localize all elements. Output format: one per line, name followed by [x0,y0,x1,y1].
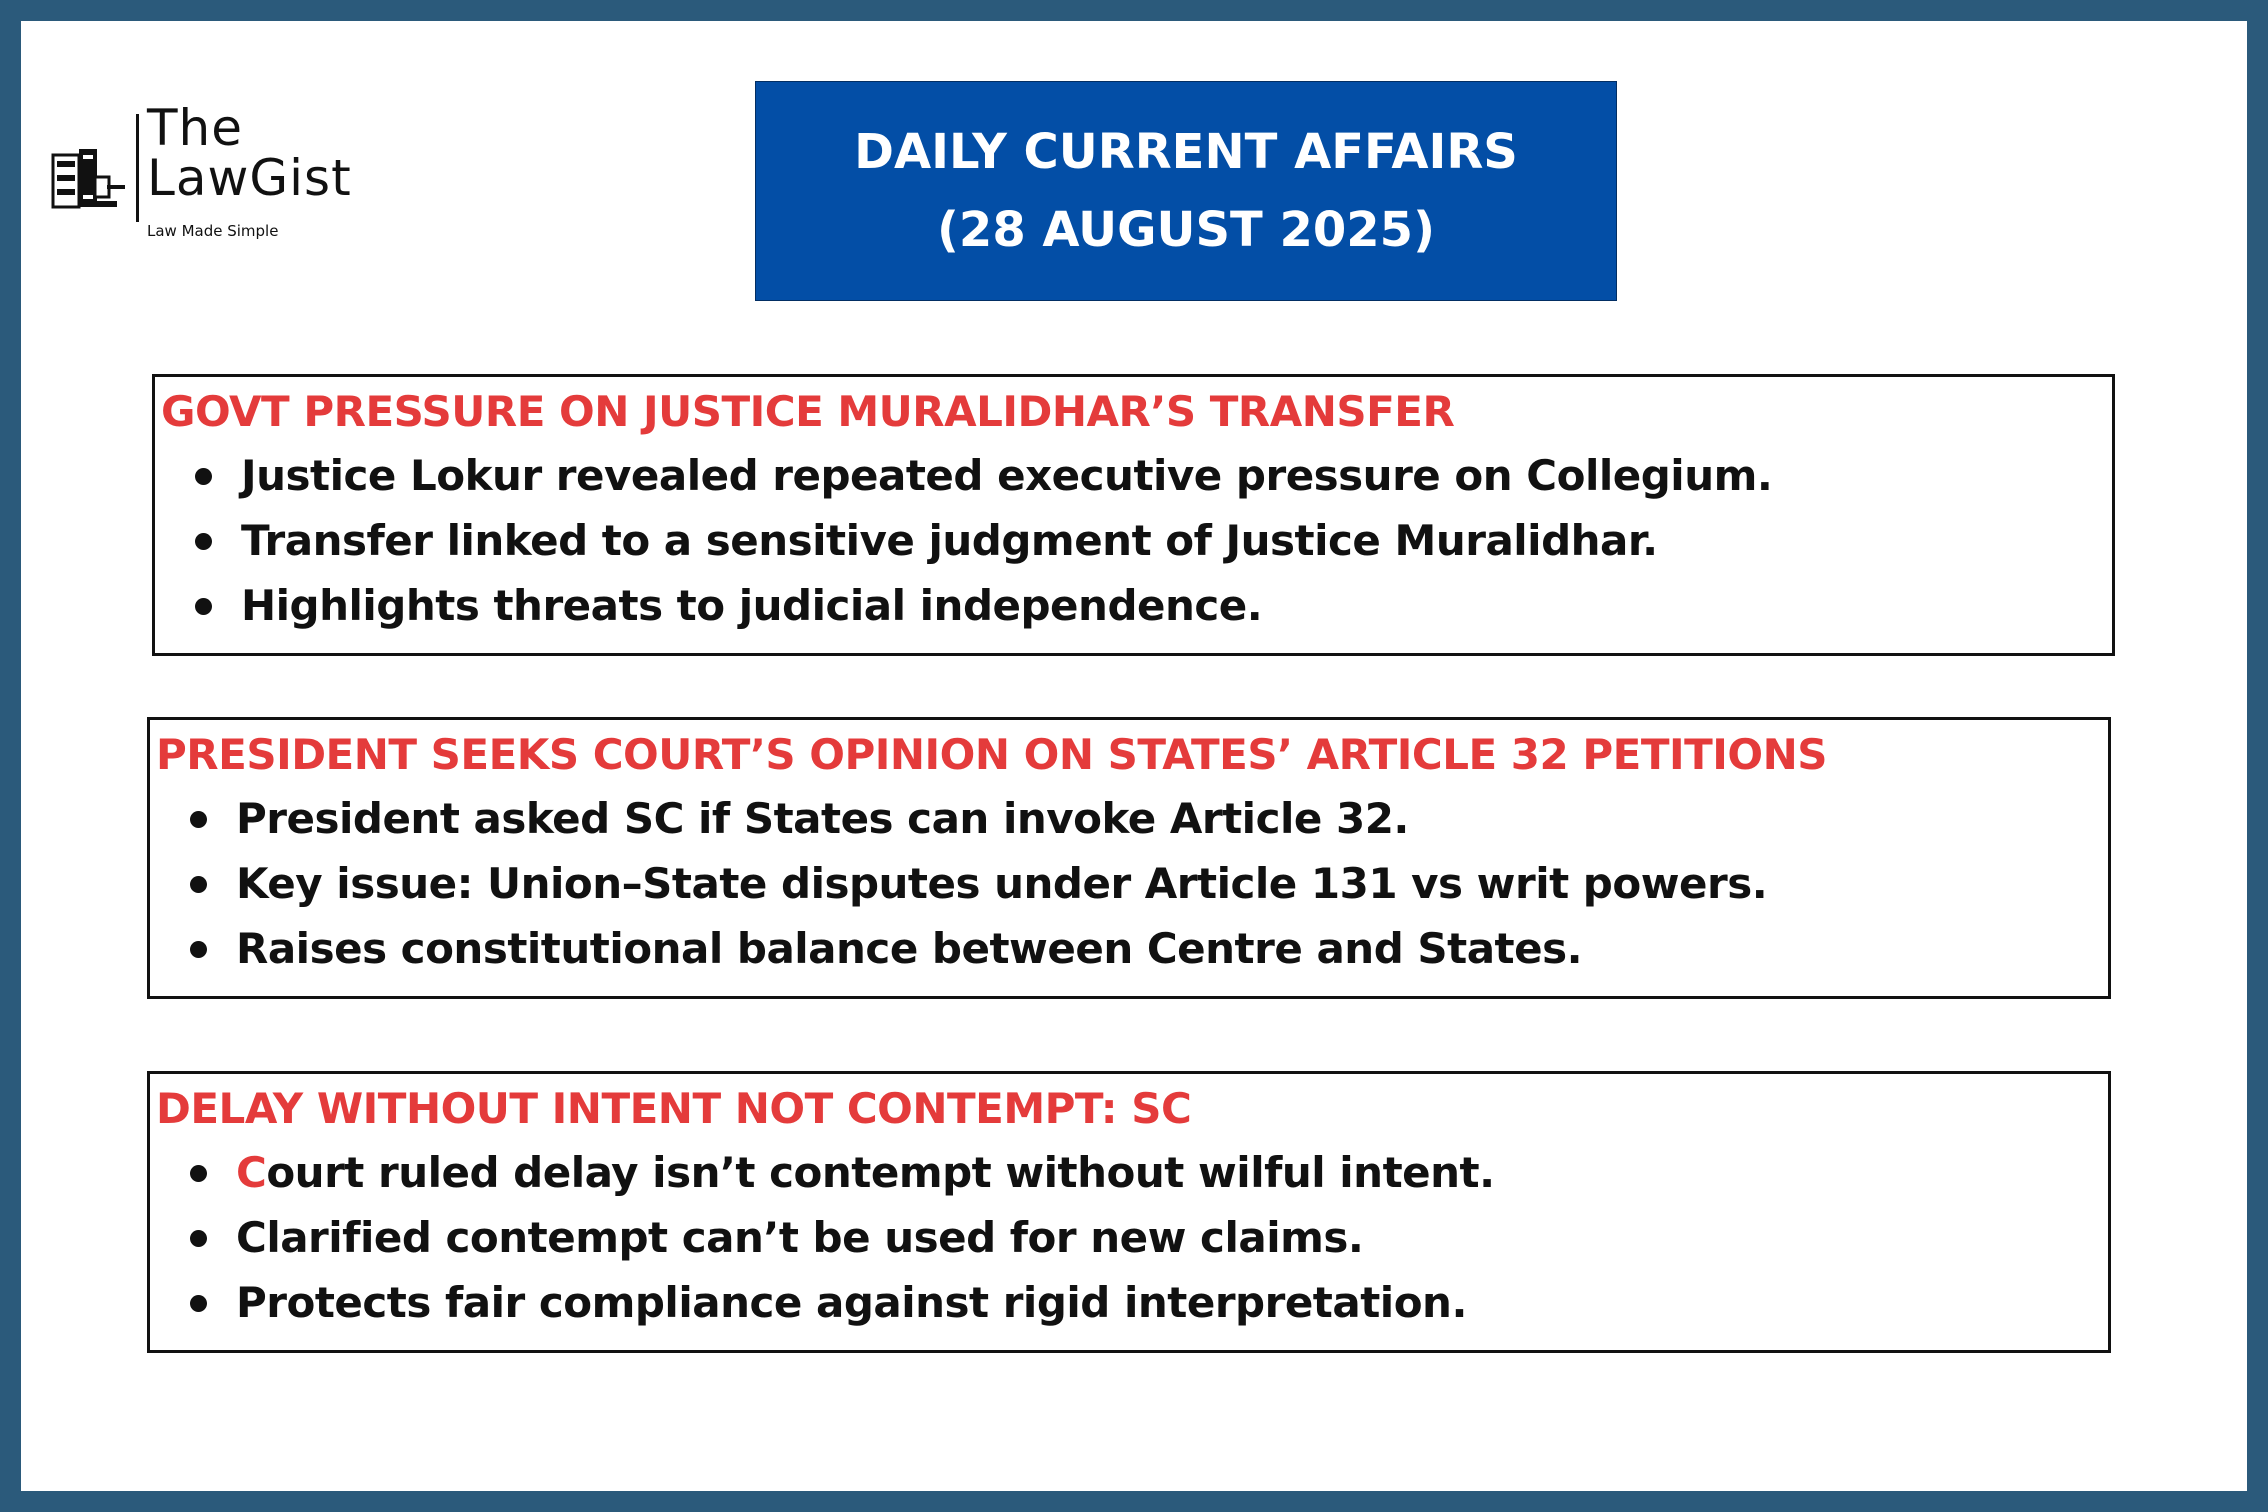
logo-tagline: Law Made Simple [147,222,279,240]
bullet-text: Transfer linked to a sensitive judgment of Justice Muralidhar. [241,516,1658,565]
section-title: DELAY WITHOUT INTENT NOT CONTEMPT: SC [156,1084,1192,1133]
bullet-icon [195,468,212,485]
list-item [190,916,1767,981]
list-item [195,443,1772,508]
news-section-2 [147,717,2111,999]
bullet-text: Protects fair compliance against rigid interpretation. [236,1278,1467,1327]
bullet-text: Key issue: Union–State disputes under Article 131 vs writ powers. [236,859,1768,908]
bullet-icon [190,941,207,958]
list-item [195,508,1772,573]
bullet-text: Raises constitutional balance between Centre and States. [236,924,1583,973]
gavel-book-icon [51,141,127,211]
bullet-text: Justice Lokur revealed repeated executive pressure on Collegium. [241,451,1773,500]
section-title: PRESIDENT SEEKS COURT’S OPINION ON STATES’ ARTICLE 32 PETITIONS [156,730,1827,779]
section-title: GOVT PRESSURE ON JUSTICE MURALIDHAR’S TRANSFER [161,387,1455,436]
bullet-text: ourt ruled delay isn’t contempt without wilful intent. [266,1148,1495,1197]
bullet-text: Highlights threats to judicial independence. [241,581,1263,630]
header-title-line1: DAILY CURRENT AFFAIRS [854,124,1518,180]
news-section-3 [147,1071,2111,1353]
list-item [195,573,1772,638]
bullet-icon [190,1165,207,1182]
list-item [190,1140,1495,1205]
header-title-line2: (28 AUGUST 2025) [936,202,1436,258]
logo-divider [136,114,139,222]
header-title-box [755,81,1617,301]
bullet-text: Clarified contempt can’t be used for new claims. [236,1213,1364,1262]
bullet-list [190,786,1767,981]
bullet-list [195,443,1772,638]
bullet-list [190,1140,1495,1335]
bullet-first-letter: C [236,1148,267,1197]
logo-line2: LawGist [147,149,352,207]
bullet-icon [195,533,212,550]
list-item [190,1270,1495,1335]
bullet-icon [190,1230,207,1247]
bullet-icon [190,876,207,893]
logo-wordmark [147,99,352,207]
bullet-icon [190,1295,207,1312]
page [21,21,2247,1491]
logo [49,89,409,249]
list-item [190,786,1767,851]
logo-line1: The [147,99,243,157]
bullet-text: President asked SC if States can invoke Article 32. [236,794,1409,843]
bullet-icon [195,598,212,615]
news-section-1 [152,374,2115,656]
bullet-icon [190,811,207,828]
list-item [190,1205,1495,1270]
list-item [190,851,1767,916]
